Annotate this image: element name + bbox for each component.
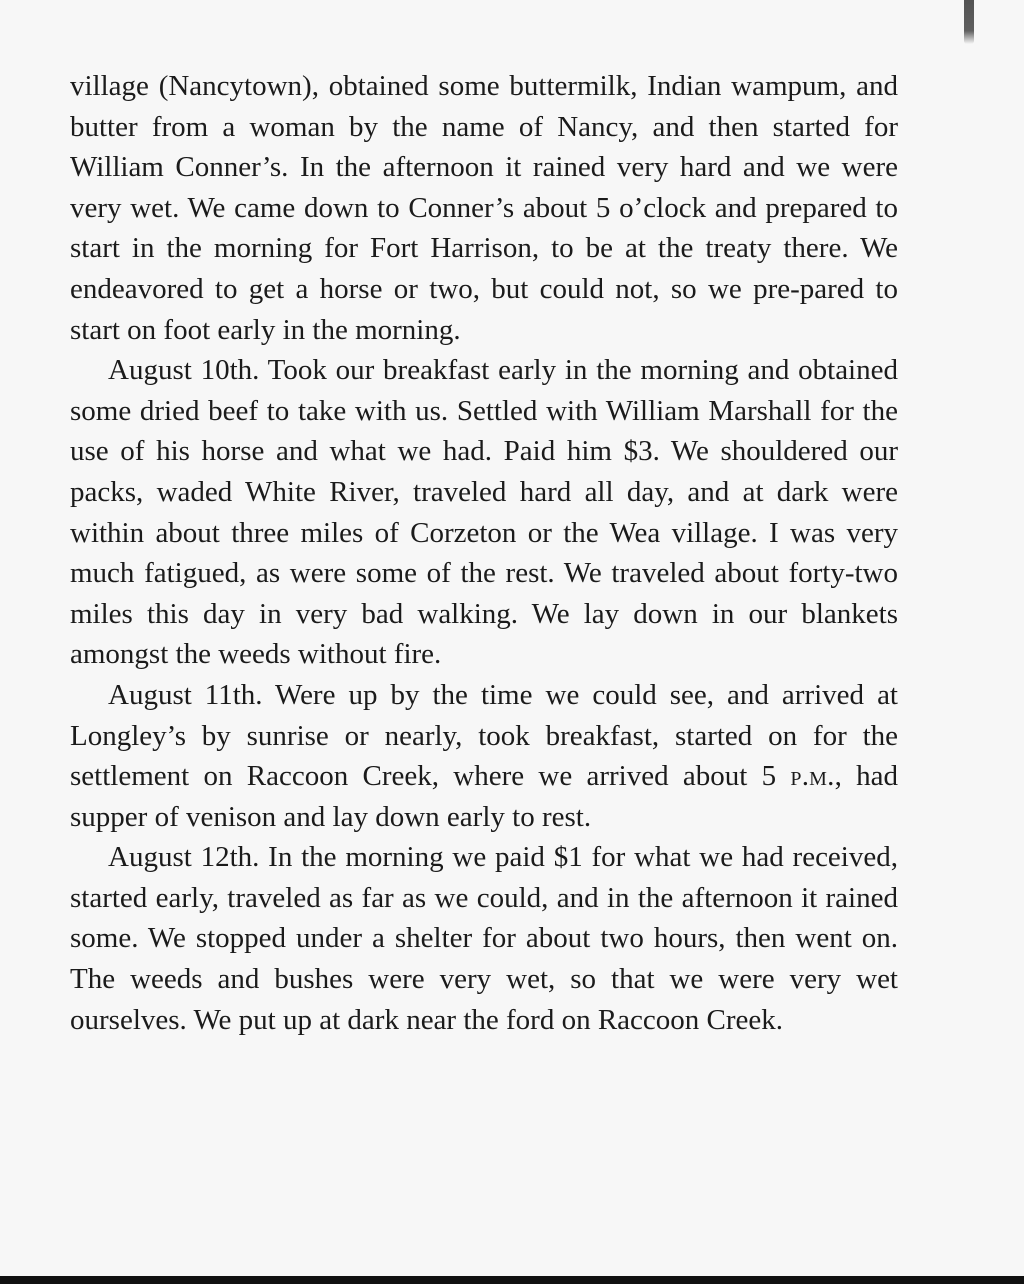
journal-text-block (70, 66, 898, 1040)
time-marker: p.m. (790, 760, 835, 793)
journal-paragraph-1-text: village (Nancytown), obtained some buttermilk, Indian wampum, and butter from a woman by the name of Nancy, and then started for William Conner’s. In the afternoon it rained very hard and we were very wet. We came down to Conner’s about 5 o’clock and prepared to start in the morning for Fort Harrison, to be at the treaty there. We endeavored to get a horse or two, but could not, so we pre-pared to start on foot early in the morning. (70, 70, 898, 346)
journal-paragraph-1 (70, 66, 898, 350)
journal-paragraph-2 (70, 350, 898, 675)
page-bottom-edge (0, 1276, 1024, 1284)
journal-paragraph-4 (70, 837, 898, 1040)
journal-paragraph-2-text: August 10th. Took our breakfast early in the morning and obtained some dried beef to take with us. Settled with William Marshall for the use of his horse and what we had. Paid him $3. We shouldered our packs, waded White River, traveled hard all day, and at dark were within about three miles of Corzeton or the Wea village. I was very much fatigued, as were some of the rest. We traveled about forty-two miles this day in very bad walking. We lay down in our blankets amongst the weeds without fire. (70, 354, 898, 671)
journal-paragraph-3 (70, 675, 898, 837)
journal-paragraph-4-text: August 12th. In the morning we paid $1 for what we had received, started early, traveled as far as we could, and in the afternoon it rained some. We stopped under a shelter for about two hours, then went on. The weeds and bushes were very wet, so that we were very wet ourselves. We put up at dark near the ford on Raccoon Creek. (70, 841, 898, 1036)
page-corner-mark (964, 0, 974, 44)
journal-paragraph-3-text-part-2: , had supper of venison and lay down early to rest. (70, 760, 898, 833)
journal-paragraph-3-text-part-1: August 11th. Were up by the time we could see, and arrived at Longley’s by sunrise or nearly, took breakfast, started on for the settlement on Raccoon Creek, where we arrived about 5 (70, 678, 898, 793)
